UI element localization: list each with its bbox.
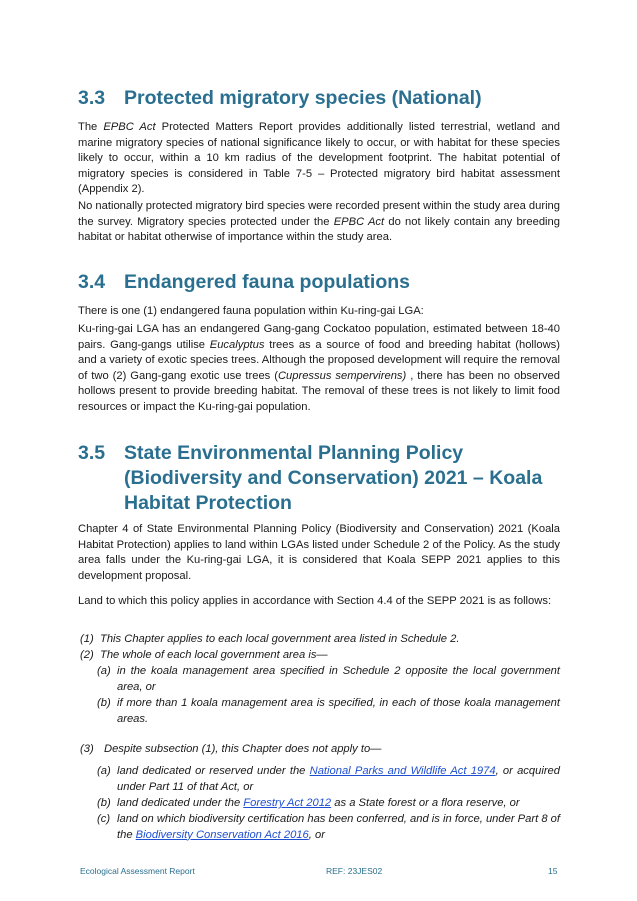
list-item — [80, 632, 560, 648]
section-title: Endangered fauna populations — [124, 271, 411, 293]
section-number: 3.3 — [78, 87, 106, 109]
list-label: (a) — [97, 765, 111, 777]
section-title: Protected migratory species (National) — [124, 87, 482, 109]
text-run: land dedicated or reserved under the — [117, 765, 310, 777]
paragraph-3-4-1: There is one (1) endangered fauna population within Ku-ring-gai LGA: — [78, 305, 424, 317]
list-text: if more than 1 koala management area is specified, in each of those koala management areas. — [117, 697, 560, 725]
section-title: State Environmental Planning Policy (Biodiversity and Conservation) 2021 – Koala Habitat Protection — [124, 442, 543, 514]
list-item — [80, 648, 560, 664]
footer-report-title: Ecological Assessment Report — [80, 866, 195, 876]
list-label: (1) — [80, 633, 94, 645]
text-run: trees as a source of food and breeding habitat (hollows) and a variety of exotic species trees. Although the proposed development will require the removal of two (2) Gang-gang exotic use trees ( — [78, 338, 561, 382]
list-item — [80, 742, 560, 758]
heading-3-3 — [78, 86, 482, 111]
section-number: 3.4 — [78, 271, 106, 293]
list-label: (b) — [97, 697, 111, 709]
paragraph-3-4-2 — [78, 322, 560, 416]
section-number: 3.5 — [78, 442, 106, 464]
text-run: No nationally protected migratory bird species were recorded present within the study area during the survey. Migratory species protected under the — [78, 200, 560, 228]
page-number: 15 — [548, 866, 558, 876]
list-text: Despite subsection (1), this Chapter does not apply to— — [104, 743, 382, 755]
genus-name: Eucalyptus — [209, 338, 265, 351]
act-name: EPBC Act — [333, 215, 385, 228]
list-label: (2) — [80, 649, 94, 661]
heading-3-5 — [78, 441, 564, 516]
list-text: in the koala management area specified in Schedule 2 opposite the local government area, or — [117, 665, 560, 693]
paragraph-3-5-2: Land to which this policy applies in accordance with Section 4.4 of the SEPP 2021 is as follows: — [78, 595, 552, 607]
text-run: land dedicated under the — [117, 797, 244, 809]
text-run: land on which biodiversity certification has been conferred, and is in force, under Part 8 of the — [117, 813, 560, 841]
act-name: EPBC Act — [103, 121, 156, 133]
paragraph-3-3-1 — [78, 120, 560, 198]
text-run: The — [78, 121, 104, 133]
text-run: , or acquired under Part 11 of that Act, or — [117, 765, 560, 793]
heading-3-4 — [78, 270, 410, 295]
text-run: Ku-ring-gai LGA has an endangered Gang-gang Cockatoo population, estimated between 18-40 pairs. Gang-gangs utilise — [78, 323, 560, 351]
list-text: This Chapter applies to each local government area listed in Schedule 2. — [100, 633, 460, 645]
national-parks-act-link[interactable]: National Parks and Wildlife Act 1974 — [309, 765, 496, 777]
forestry-act-link[interactable]: Forestry Act 2012 — [243, 797, 332, 809]
text-run: as a State forest or a flora reserve, or — [331, 797, 520, 809]
footer-reference: REF: 23JES02 — [326, 866, 383, 876]
text-run: , there has been no observed hollows present to provide breeding habitat. The removal of these trees is not likely to limit food resources or impact the Ku-ring-gai population. — [78, 369, 560, 413]
paragraph-3-5-1: Chapter 4 of State Environmental Planning Policy (Biodiversity and Conservation) 2021 (Koala Habitat Protection) applies to land within LGAs listed under Schedule 2 of the Policy. As the study area falls under the Ku-ring-gai LGA, it is considered that Koala SEPP 2021 applies to this development proposal. — [78, 523, 560, 582]
list-label: (b) — [97, 797, 111, 809]
list-item — [97, 664, 560, 695]
list-label: (a) — [97, 665, 111, 677]
paragraph-3-3-2 — [78, 199, 560, 246]
text-run: , or — [308, 828, 325, 841]
list-item — [97, 796, 560, 812]
list-label: (c) — [97, 813, 111, 825]
text-run: Protected Matters Report provides additionally listed terrestrial, wetland and marine migratory species of national significance likely to occur, or with habitat for these species likely to occur, within a 10 km radius of the development footprint. The habitat potential of migratory species is considered in Table 7-5 – Protected migratory bird habitat assessment (Appendix 2). — [78, 121, 561, 196]
list-label: (3) — [80, 743, 94, 755]
list-item — [97, 812, 560, 843]
species-name: Cupressus sempervirens) — [277, 369, 407, 382]
list-item — [97, 764, 560, 795]
biodiversity-conservation-act-link[interactable]: Biodiversity Conservation Act 2016 — [135, 828, 309, 841]
list-text: The whole of each local government area is— — [100, 649, 328, 661]
text-run: do not likely contain any breeding habitat or habitat otherwise of importance within the study area. — [78, 215, 560, 244]
list-item — [97, 696, 560, 727]
